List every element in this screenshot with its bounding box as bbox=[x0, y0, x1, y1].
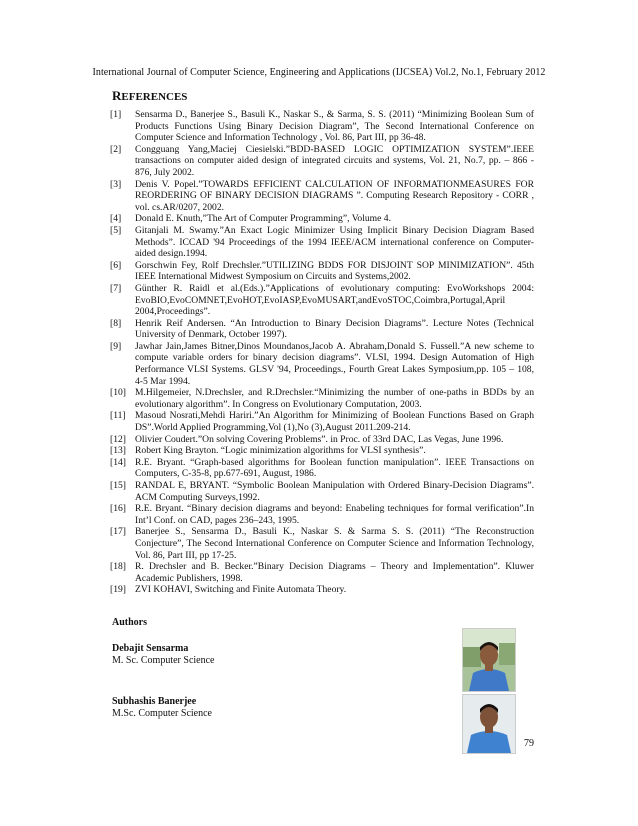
reference-text: R.E. Bryant. “Binary decision diagrams and beyond: Enabeling techniques for formal verification”.In Int’l Conf. on CAD, pages 236–243, 1995. bbox=[135, 503, 534, 526]
references-heading-rest: EFERENCES bbox=[121, 91, 188, 103]
reference-item bbox=[110, 457, 534, 480]
reference-number: [13] bbox=[110, 445, 126, 457]
reference-text: M.Hilgemeier, N.Drechsler, and R.Drechsler.“Minimizing the number of one-paths in BDDs by an evolutionary algorithm”. In Congress on Evolutionary Computation, 2003. bbox=[135, 387, 534, 410]
reference-text: Olivier Coudert.”On solving Covering Problems”. in Proc. of 33rd DAC, Las Vegas, June 1996. bbox=[135, 433, 504, 445]
reference-item bbox=[110, 445, 534, 457]
reference-text: ZVI KOHAVI, Switching and Finite Automata Theory. bbox=[135, 584, 347, 596]
reference-number: [19] bbox=[110, 584, 126, 596]
reference-number: [14] bbox=[110, 456, 126, 468]
reference-number: [4] bbox=[110, 213, 122, 225]
reference-number: [16] bbox=[110, 503, 126, 515]
reference-text: Gorschwin Fey, Rolf Drechsler.”UTILIZING BDDS FOR DISJOINT SOP MINIMIZATION”. 45th IEEE International Midwest Symposium on Circuits and Systems,2002. bbox=[135, 259, 534, 283]
reference-text: Donald E. Knuth,”The Art of Computer Programming”, Volume 4. bbox=[135, 213, 391, 225]
reference-text: R. Drechsler and B. Becker.”Binary Decision Diagrams – Theory and Implementation”. Kluwer Academic Publishers, 1998. bbox=[135, 561, 534, 584]
author-degree: M.Sc. Computer Science bbox=[112, 708, 212, 719]
author-name: Debajit Sensarma bbox=[112, 643, 189, 654]
author-photo-graphic bbox=[463, 629, 515, 691]
reference-number: [2] bbox=[110, 143, 122, 155]
author-photo-graphic bbox=[463, 695, 515, 753]
reference-text: Gitanjali M. Swamy.”An Exact Logic Minimizer Using Implicit Binary Decision Diagram Based Methods”. ICCAD '94 Proceedings of the 1994 IEEE/ACM international conference on Computer-aided design.1994. bbox=[135, 224, 534, 260]
reference-number: [8] bbox=[110, 317, 122, 329]
reference-number: [6] bbox=[110, 259, 122, 271]
reference-item bbox=[110, 584, 534, 596]
reference-number: [15] bbox=[110, 480, 126, 491]
reference-number: [7] bbox=[110, 282, 122, 294]
journal-header: International Journal of Computer Science, Engineering and Applications (IJCSEA) Vol.2, No.1, February 2012 bbox=[92, 67, 546, 78]
reference-item bbox=[110, 387, 534, 410]
reference-number: [5] bbox=[110, 224, 122, 236]
reference-list bbox=[110, 109, 534, 596]
reference-text: R.E. Bryant. “Graph-based algorithms for Boolean function manipulation”. IEEE Transactions on Computers, C-35-8, pp.677-691, August, 1986. bbox=[135, 456, 534, 480]
reference-item bbox=[110, 434, 534, 446]
reference-text: Sensarma D., Banerjee S., Basuli K., Naskar S., & Sarma, S. S. (2011) “Minimizing Boolean Sum of Products Functions Using Binary Decision Diagram”, The Second International Conference on Computer Science and Information Technology , Vol. 86, Part III, pp 36-48. bbox=[135, 109, 534, 144]
reference-item bbox=[110, 480, 534, 503]
author-photo bbox=[462, 694, 516, 754]
reference-text: Günther R. Raidl et al.(Eds.).”Applications of evolutionary computing: EvoWorkshops 2004: EvoBIO,EvoCOMNET,EvoHOT,EvoIASP,EvoMUSART,andEvoSTOC,Coimbra,Portugal,April 2004,Proceedings”. bbox=[135, 282, 534, 318]
reference-text: RANDAL E, BRYANT. “Symbolic Boolean Manipulation with Ordered Binary-Decision Diagrams”. ACM Computing Surveys,1992. bbox=[135, 480, 534, 503]
reference-number: [10] bbox=[110, 387, 126, 399]
reference-item bbox=[110, 410, 534, 433]
author-photo bbox=[462, 628, 516, 692]
reference-text: Jawhar Jain,James Bitner,Dinos Moundanos,Jacob A. Abraham,Donald S. Fussell.”A new scheme to compute variable orders for binary decision diagrams”. VLSI, 1994. Design Automation of High Performance VLSI Systems. GLSV '94, Proceedings., Fourth Great Lakes Symposium,pp. 105 – 108, 4-5 Mar 1994. bbox=[135, 340, 534, 387]
page-number: 79 bbox=[524, 738, 534, 749]
reference-item bbox=[110, 213, 534, 225]
reference-item bbox=[110, 561, 534, 584]
author-degree: M. Sc. Computer Science bbox=[112, 655, 215, 666]
reference-text: Denis V. Popel.”TOWARDS EFFICIENT CALCULATION OF INFORMATIONMEASURES FOR REORDERING OF BINARY DECISION DIAGRAMS ”. Computing Research Repository - CORR , vol. cs.AR/0207, 2002. bbox=[135, 178, 534, 213]
reference-number: [3] bbox=[110, 178, 122, 190]
reference-item bbox=[110, 503, 534, 526]
reference-number: [9] bbox=[110, 340, 122, 352]
reference-number: [1] bbox=[110, 109, 122, 120]
reference-item bbox=[110, 179, 534, 214]
reference-item bbox=[110, 260, 534, 283]
reference-text: Banerjee S., Sensarma D., Basuli K., Naskar S. & Sarma S. S. (2011) “The Reconstruction Conjecture”, The Second International Conference on Computer Science and Information Technology, Vol. 86, Part III, pp 17-25. bbox=[135, 526, 534, 561]
references-heading-initial: R bbox=[112, 88, 122, 103]
reference-number: [17] bbox=[110, 526, 126, 538]
reference-text: Henrik Reif Andersen. “An Introduction to Binary Decision Diagrams”. Lecture Notes (Technical University of Denmark, October 1997). bbox=[135, 317, 534, 341]
reference-number: [11] bbox=[110, 410, 126, 422]
reference-item bbox=[110, 341, 534, 387]
reference-text: Masoud Nosrati,Mehdi Hariri.”An Algorithm for Minimizing of Boolean Functions Based on Graph DS”.World Applied Programming,Vol (1),No (3),August 2011.209-214. bbox=[135, 410, 534, 434]
reference-text: Robert King Brayton. “Logic minimization algorithms for VLSI synthesis”. bbox=[135, 445, 426, 457]
reference-item bbox=[110, 526, 534, 561]
reference-item bbox=[110, 283, 534, 318]
reference-item bbox=[110, 144, 534, 179]
reference-number: [12] bbox=[110, 433, 126, 445]
reference-number: [18] bbox=[110, 561, 126, 573]
author-name: Subhashis Banerjee bbox=[112, 696, 197, 707]
reference-item bbox=[110, 225, 534, 260]
references-heading bbox=[112, 88, 187, 104]
reference-text: Congguang Yang,Maciej Ciesielski.”BDD-BASED LOGIC OPTIMIZATION SYSTEM”.IEEE transactions on computer aided design of integrated circuits and systems, Vol. 21, No.7, pp. – 866 - 876, July 2002. bbox=[135, 143, 534, 178]
reference-item bbox=[110, 318, 534, 341]
authors-heading: Authors bbox=[112, 617, 148, 628]
reference-item bbox=[110, 109, 534, 144]
